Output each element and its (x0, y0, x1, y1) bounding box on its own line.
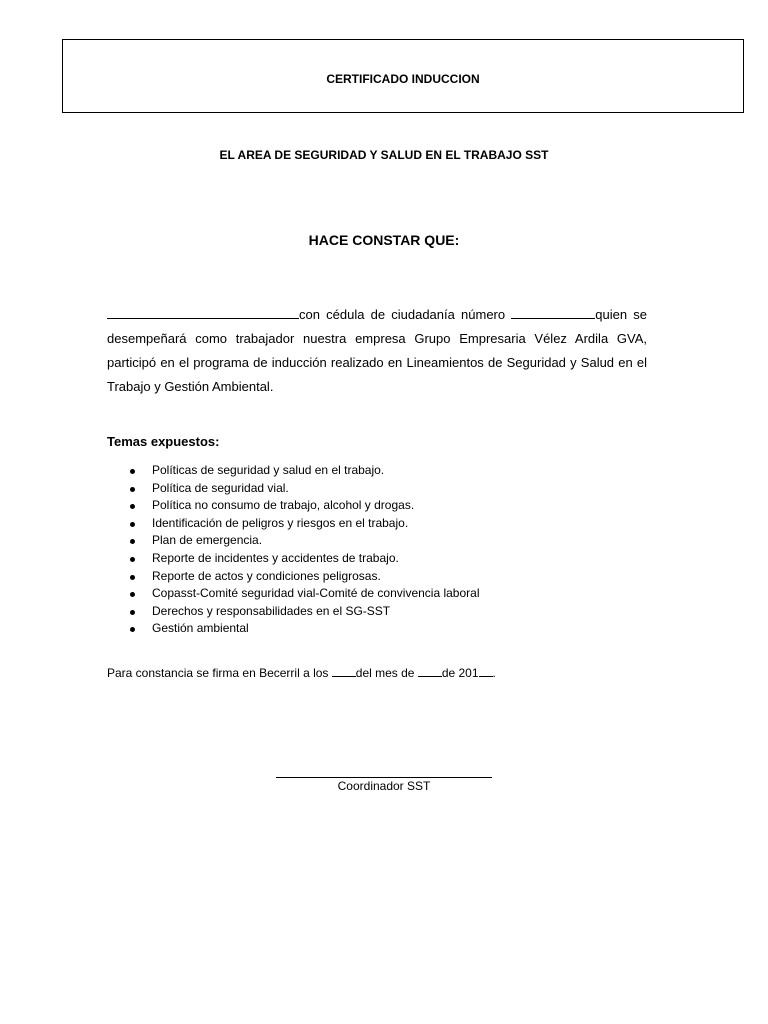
issuer-heading: EL AREA DE SEGURIDAD Y SALUD EN EL TRABAJO SST (219, 148, 549, 162)
list-item: Política de seguridad vial. (130, 480, 480, 498)
id-number-blank (511, 306, 595, 319)
list-item: Política no consumo de trabajo, alcohol y drogas. (130, 497, 480, 515)
list-item: Gestión ambiental (130, 620, 480, 638)
topics-title: Temas expuestos: (107, 434, 220, 449)
list-item: Reporte de incidentes y accidentes de trabajo. (130, 550, 480, 568)
signature-label: Coordinador SST (337, 779, 431, 793)
year-blank (479, 665, 493, 677)
list-item: Copasst-Comité seguridad vial-Comité de convivencia laboral (130, 585, 480, 603)
closing-statement (107, 665, 496, 681)
closing-part3: de 201 (441, 666, 479, 680)
document-title: CERTIFICADO INDUCCION (326, 72, 480, 86)
body-text-part1: con cédula de ciudadanía número (299, 307, 512, 322)
closing-part4: . (492, 666, 496, 680)
closing-part1: Para constancia se firma en Becerril a los (107, 666, 332, 680)
day-blank (332, 665, 356, 677)
title-box (62, 39, 744, 113)
body-text-part2: quien se desempeñará como trabajador nuestra empresa Grupo Empresaria Vélez Ardila GVA, participó en el programa de inducción realizado en Lineamientos de Seguridad y Salud en el Trabajo y Gestión Ambiental. (107, 307, 647, 394)
signature-line (276, 777, 492, 778)
topics-list (130, 462, 480, 638)
name-blank (107, 306, 299, 319)
list-item: Identificación de peligros y riesgos en el trabajo. (130, 515, 480, 533)
month-blank (418, 665, 442, 677)
certify-heading: HACE CONSTAR QUE: (308, 232, 460, 248)
list-item: Derechos y responsabilidades en el SG-SST (130, 603, 480, 621)
list-item: Políticas de seguridad y salud en el trabajo. (130, 462, 480, 480)
certificate-body (107, 303, 647, 399)
closing-part2: del mes de (355, 666, 418, 680)
list-item: Plan de emergencia. (130, 532, 480, 550)
list-item: Reporte de actos y condiciones peligrosas. (130, 568, 480, 586)
